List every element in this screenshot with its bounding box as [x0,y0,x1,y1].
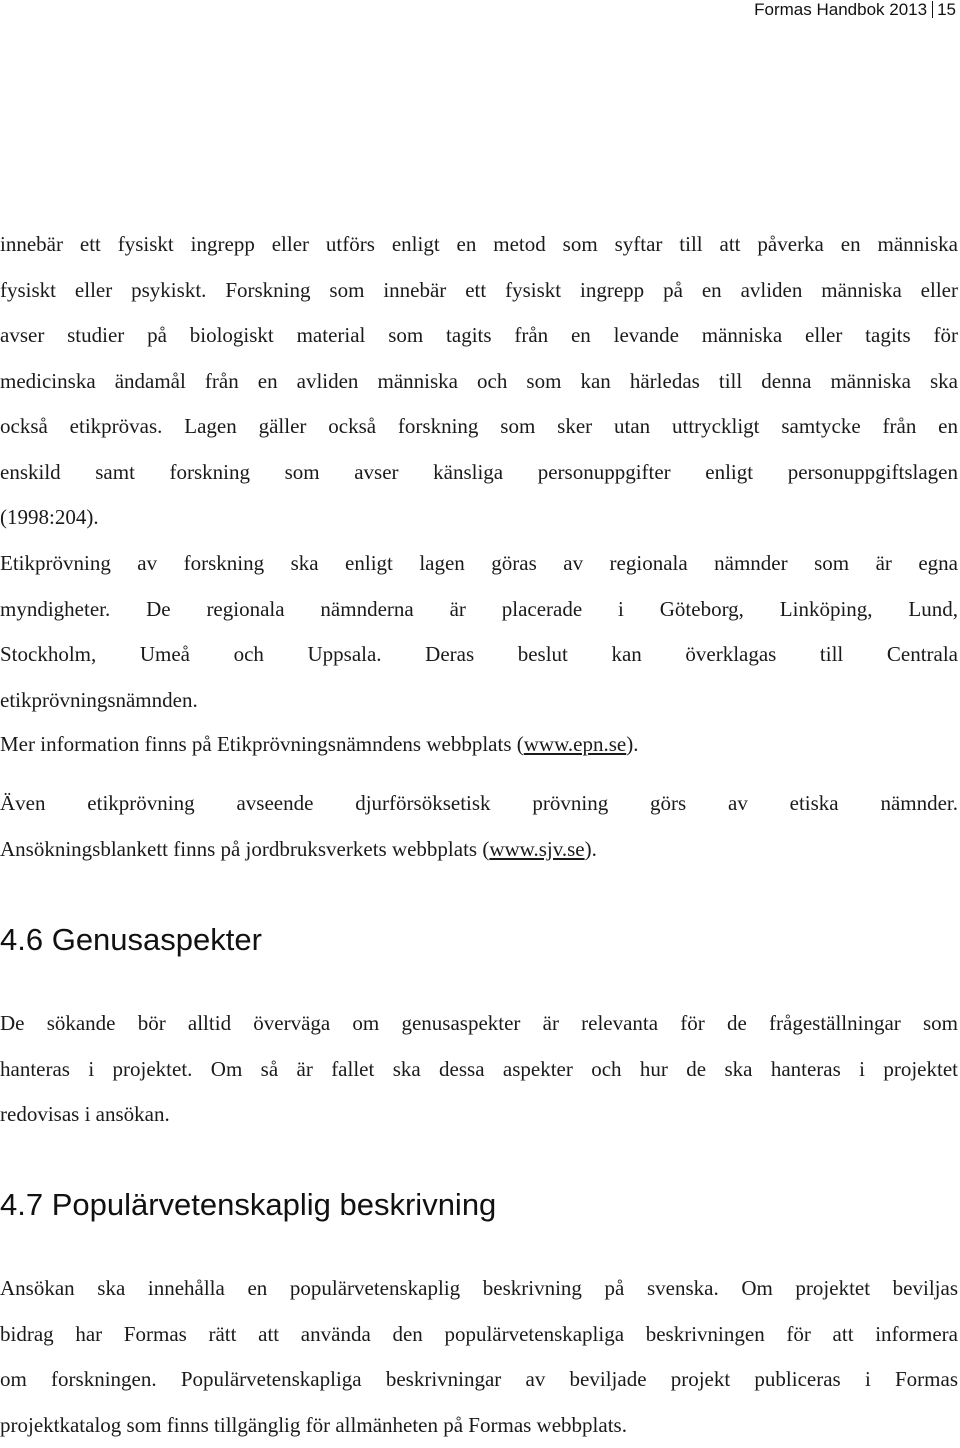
text-line: också etikprövas. Lagen gäller också forskning som sker utan uttryckligt samtycke från en [0,404,958,450]
text-fragment: Ansökningsblankett finns på jordbruksverkets webbplats ( [0,837,489,861]
text-line: Etikprövning av forskning ska enligt lagen göras av regionala nämnder som är egna [0,541,958,587]
section-heading-genusaspekter: 4.6 Genusaspekter [0,920,262,960]
text-fragment: ). [585,837,597,861]
paragraph-more-information [0,722,958,768]
text-line [0,827,958,873]
text-line: fysiskt eller psykiskt. Forskning som innebär ett fysiskt ingrepp på en avliden människa eller [0,268,958,314]
text-line: enskild samt forskning som avser känsliga personuppgifter enligt personuppgiftslagen [0,450,958,496]
text-line: om forskningen. Populärvetenskapliga beskrivningar av beviljade projekt publiceras i Formas [0,1357,958,1403]
header-title: Formas Handbok 2013 [754,0,927,19]
epn-website-link[interactable]: www.epn.se [524,732,626,756]
text-line: hanteras i projektet. Om så är fallet ska dessa aspekter och hur de ska hanteras i projektet [0,1047,958,1093]
sjv-website-link[interactable]: www.sjv.se [489,837,584,861]
text-fragment: ). [626,732,638,756]
text-line: redovisas i ansökan. [0,1092,958,1138]
text-fragment: Mer information finns på Etikprövningsnämndens webbplats ( [0,732,524,756]
text-line: (1998:204). [0,495,958,541]
text-line: De sökande bör alltid överväga om genusaspekter är relevanta för de frågeställningar som [0,1001,958,1047]
text-line: bidrag har Formas rätt att använda den populärvetenskapliga beskrivningen för att informera [0,1312,958,1358]
text-line: Ansökan ska innehålla en populärvetenskaplig beskrivning på svenska. Om projektet beviljas [0,1266,958,1312]
text-line: innebär ett fysiskt ingrepp eller utförs enligt en metod som syftar till att påverka en människa [0,222,958,268]
header-separator [932,1,933,18]
paragraph-popularvetenskaplig [0,1266,958,1448]
text-line [0,722,958,768]
text-line: Även etikprövning avseende djurförsöksetisk prövning görs av etiska nämnder. [0,781,958,827]
text-line: medicinska ändamål från en avliden människa och som kan härledas till denna människa ska [0,359,958,405]
running-header [754,0,956,20]
section-heading-popularvetenskaplig: 4.7 Populärvetenskaplig beskrivning [0,1185,496,1225]
paragraph-regional-boards [0,541,958,723]
text-line: myndigheter. De regionala nämnderna är placerade i Göteborg, Linköping, Lund, [0,587,958,633]
header-page-number: 15 [937,0,956,19]
text-line: etikprövningsnämnden. [0,678,958,724]
text-line: projektkatalog som finns tillgänglig för allmänheten på Formas webbplats. [0,1403,958,1448]
text-line: avser studier på biologiskt material som tagits från en levande människa eller tagits för [0,313,958,359]
text-line: Stockholm, Umeå och Uppsala. Deras beslut kan överklagas till Centrala [0,632,958,678]
paragraph-animal-ethics [0,781,958,872]
paragraph-ethics-scope [0,222,958,541]
paragraph-genusaspekter [0,1001,958,1138]
